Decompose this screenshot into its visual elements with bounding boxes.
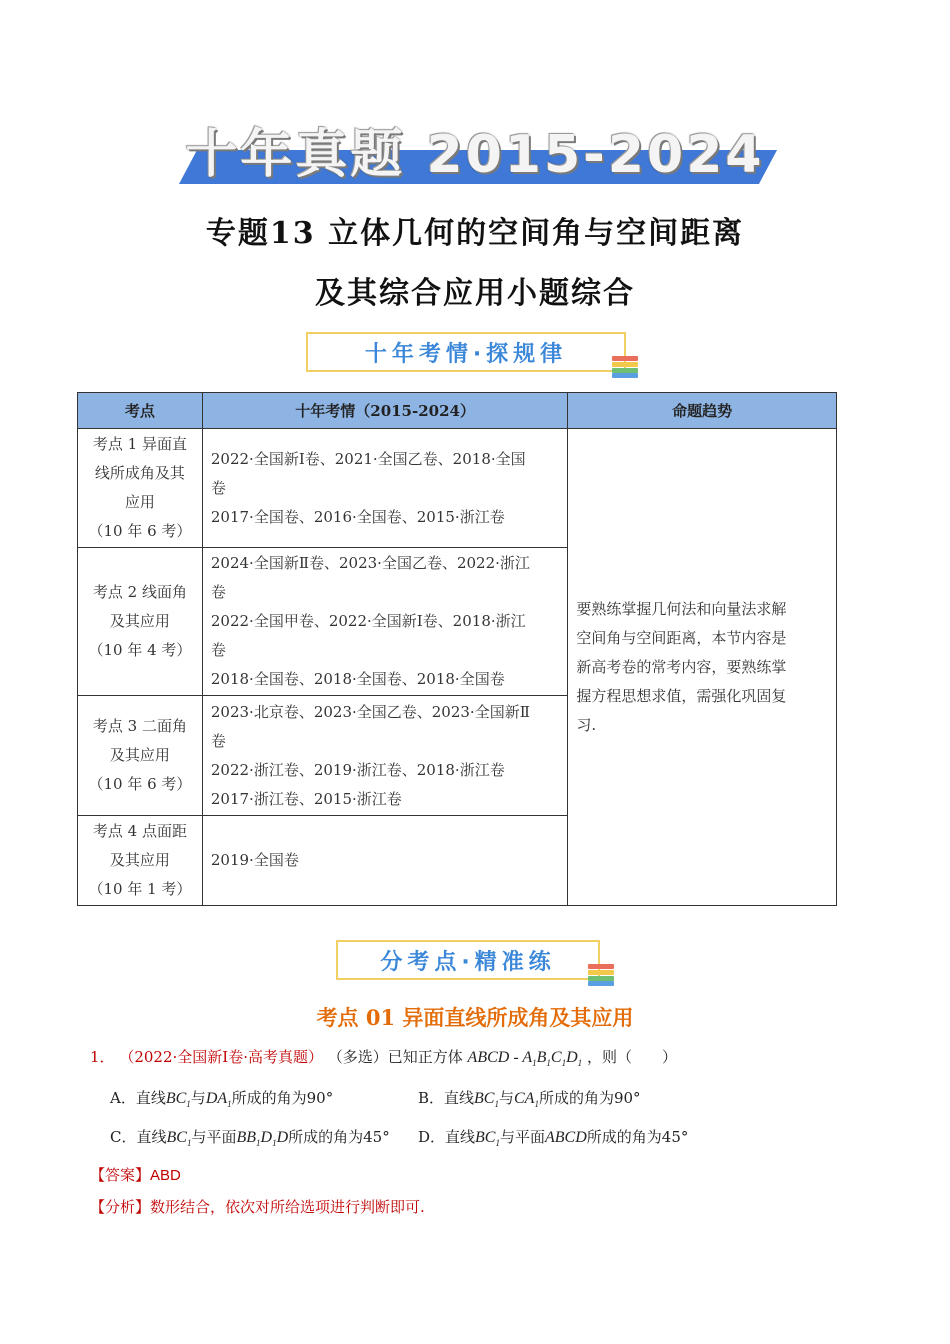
- option-c: C．直线$BC_1$与平面$BB_1D_1D$所成的角为45°: [110, 1128, 390, 1149]
- table-header-row: [78, 393, 837, 429]
- years-cell: 2019·全国卷: [202, 816, 567, 906]
- header-topic: 考点: [78, 393, 203, 429]
- summary-table: [77, 392, 837, 906]
- topic-cell: 考点 1 异面直 线所成角及其 应用 （10 年 6 考）: [78, 429, 203, 548]
- overview-tag: 十年考情·探规律: [306, 332, 626, 372]
- books-icon: [588, 964, 616, 986]
- option-d: D．直线$BC_1$与平面ABCD所成的角为45°: [418, 1128, 689, 1149]
- header-trend: 命题趋势: [568, 393, 837, 429]
- main-title-line1: 专题13 立体几何的空间角与空间距离: [205, 216, 745, 251]
- section-heading: 考点 01 异面直线所成角及其应用: [316, 1005, 634, 1030]
- topic-cell: 考点 2 线面角 及其应用 （10 年 4 考）: [78, 548, 203, 696]
- header-years: 十年考情（2015-2024）: [202, 393, 567, 429]
- years-cell: 2022·全国新Ⅰ卷、2021·全国乙卷、2018·全国 卷 2017·全国卷、2016·全国卷、2015·浙江卷: [202, 429, 567, 548]
- main-title-line2: 及其综合应用小题综合: [315, 276, 635, 311]
- books-icon: [612, 356, 640, 378]
- option-b: B．直线$BC_1$与$CA_1$所成的角为90°: [418, 1089, 641, 1110]
- banner-text: 十年真题 2015-2024: [185, 125, 765, 185]
- answer-line: 【答案】ABD: [90, 1166, 181, 1184]
- topic-cell: 考点 4 点面距 及其应用 （10 年 1 考）: [78, 816, 203, 906]
- question-stem: 1． （2022·全国新Ⅰ卷·高考真题） （多选）已知正方体 ABCD - $A_1B_1C_1D_1$ ，则（ ）: [90, 1048, 677, 1069]
- trend-cell: 要熟练掌握几何法和向量法求解 空间角与空间距离，本节内容是 新高考卷的常考内容，要熟练掌 握方程思想求值，需强化巩固复 习.: [568, 429, 837, 906]
- analysis-line: 【分析】数形结合，依次对所给选项进行判断即可.: [90, 1198, 425, 1216]
- cube-name: ABCD - $A_1B_1C_1D_1$: [467, 1049, 583, 1069]
- years-cell: 2023·北京卷、2023·全国乙卷、2023·全国新Ⅱ 卷 2022·浙江卷、2019·浙江卷、2018·浙江卷 2017·浙江卷、2015·浙江卷: [202, 696, 567, 816]
- option-a: A．直线$BC_1$与$DA_1$所成的角为90°: [110, 1089, 334, 1110]
- years-cell: 2024·全国新Ⅱ卷、2023·全国乙卷、2022·浙江 卷 2022·全国甲卷、2022·全国新Ⅰ卷、2018·浙江 卷 2018·全国卷、2018·全国卷、2018·全国卷: [202, 548, 567, 696]
- topic-cell: 考点 3 二面角 及其应用 （10 年 6 考）: [78, 696, 203, 816]
- practice-tag: 分考点·精准练: [336, 940, 600, 980]
- title-banner: [178, 110, 772, 186]
- table-row: [78, 429, 837, 548]
